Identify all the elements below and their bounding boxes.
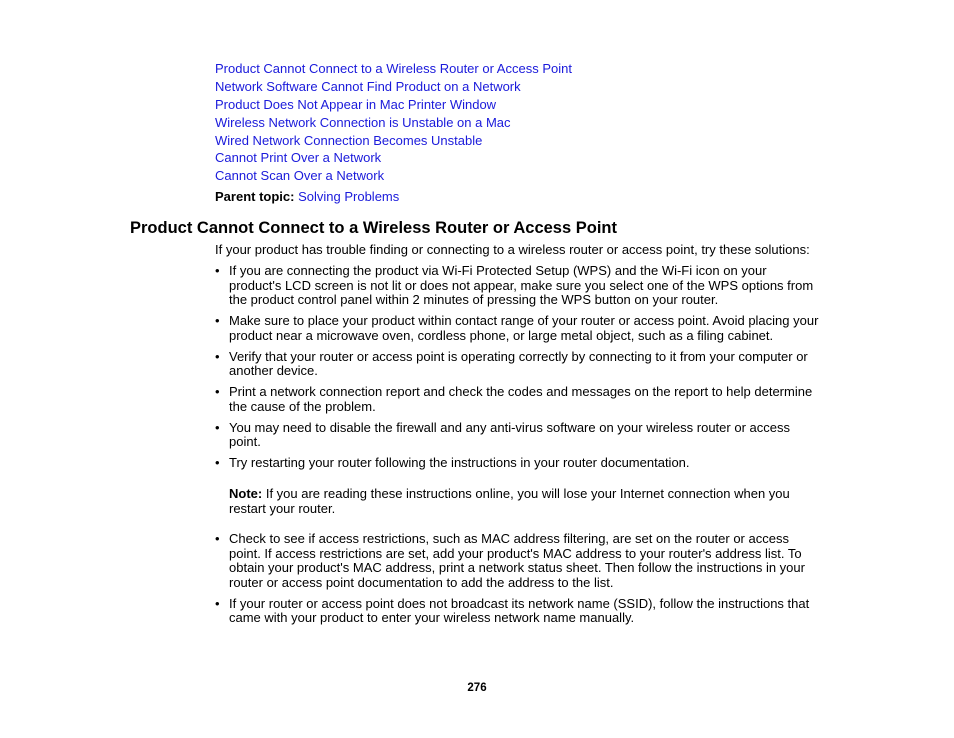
- parent-topic: [215, 190, 399, 205]
- list-item: [215, 597, 820, 626]
- note-label: Note:: [229, 486, 263, 501]
- list-item: [215, 532, 820, 590]
- list-item-text: Verify that your router or access point is operating correctly by connecting to it from your computer or another device.: [229, 348, 808, 378]
- list-item: [215, 421, 820, 450]
- link-cannot-print-network[interactable]: Cannot Print Over a Network: [215, 150, 382, 166]
- link-not-in-mac-printer-window[interactable]: Product Does Not Appear in Mac Printer Window: [215, 96, 497, 112]
- note-block: [229, 487, 820, 516]
- related-links-list: [215, 62, 835, 187]
- list-item-text: You may need to disable the firewall and any anti-virus software on your wireless router or access point.: [229, 419, 790, 449]
- list-item-text: Check to see if access restrictions, such as MAC address filtering, are set on the router or access point. If access restrictions are set, add your product's MAC address to your router's address list. To obtain your product's MAC address, print a network status sheet. Then follow the instructions in your router or access point documentation to add the address to the list.: [229, 531, 805, 590]
- solutions-list: [215, 264, 820, 626]
- list-item: [215, 350, 820, 379]
- list-item-text: Try restarting your router following the instructions in your router documentation.: [229, 455, 690, 470]
- note-text: If you are reading these instructions online, you will lose your Internet connection when you restart your router.: [229, 486, 790, 516]
- list-item: [215, 456, 820, 516]
- link-product-cannot-connect[interactable]: Product Cannot Connect to a Wireless Router or Access Point: [215, 61, 572, 76]
- list-item-text: If your router or access point does not broadcast its network name (SSID), follow the instructions that came with your product to enter your wireless network name manually.: [229, 595, 810, 625]
- link-network-software-cannot-find[interactable]: Network Software Cannot Find Product on a Network: [215, 78, 521, 94]
- list-item-text: Print a network connection report and check the codes and messages on the report to help determine the cause of the problem.: [229, 384, 813, 414]
- list-item-text: Make sure to place your product within contact range of your router or access point. Avoid placing your product near a microwave oven, cordless phone, or large metal object, such as a filing cabinet.: [229, 313, 819, 343]
- parent-topic-label: Parent topic:: [215, 189, 295, 204]
- section-heading: Product Cannot Connect to a Wireless Router or Access Point: [130, 219, 617, 237]
- parent-topic-link[interactable]: Solving Problems: [298, 189, 400, 204]
- link-wireless-unstable-mac[interactable]: Wireless Network Connection is Unstable on a Mac: [215, 114, 511, 130]
- section-intro: If your product has trouble finding or connecting to a wireless router or access point, try these solutions:: [215, 242, 810, 257]
- list-item: [215, 385, 820, 414]
- link-wired-unstable[interactable]: Wired Network Connection Becomes Unstable: [215, 132, 483, 148]
- page-number: 276: [467, 682, 487, 694]
- link-cannot-scan-network[interactable]: Cannot Scan Over a Network: [215, 168, 385, 184]
- list-item: [215, 314, 820, 343]
- list-item: [215, 264, 820, 308]
- list-item-text: If you are connecting the product via Wi-Fi Protected Setup (WPS) and the Wi-Fi icon on your product's LCD screen is not lit or does not appear, make sure you select one of the WPS options from the product control panel within 2 minutes of pressing the WPS button on your router.: [229, 263, 814, 307]
